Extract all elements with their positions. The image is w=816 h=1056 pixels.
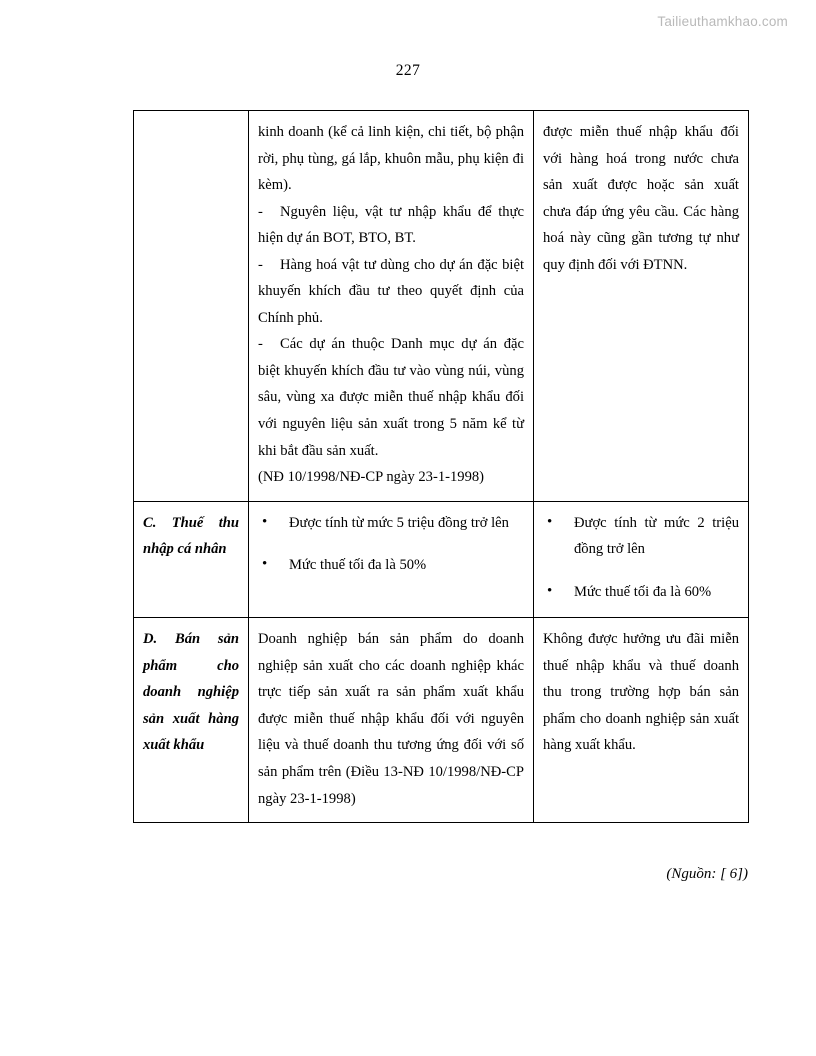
table-row [134,111,749,502]
bullet-list [258,510,524,579]
list-item-text: Được tính từ mức 5 triệu đồng trở lên [289,514,509,531]
paragraph: kinh doanh (kể cả linh kiện, chi tiết, bộ phận rời, phụ tùng, gá lắp, khuôn mẫu, phụ kiện đi kèm). [258,124,524,194]
dash-marker: - [258,336,263,353]
list-item [258,552,524,579]
source-note: (Nguồn: [ 6]) [666,866,748,882]
row-category-cell: D. Bán sản phẩm cho doanh nghiệp sản xuất hàng xuất khẩu [134,618,249,823]
watermark: Tailieuthamkhao.com [657,14,788,29]
row-middle-cell [249,618,534,823]
paragraph: được miễn thuế nhập khẩu đối với hàng hoá trong nước chưa sản xuất được hoặc sản xuất chưa đáp ứng yêu cầu. Các hàng hoá này cũng gần tương tự như quy định đối với ĐTNN. [543,124,739,273]
list-item [258,510,524,537]
page-number: 227 [395,62,421,79]
paragraph: Doanh nghiệp bán sản phẩm do doanh nghiệp sản xuất cho các doanh nghiệp khác trực tiếp sản xuất ra sản phẩm xuất khẩu được miễn thuế nhập khẩu đối với nguyên liệu và thuế doanh thu tương ứng đối với số sản phẩm trên (Điều 13-NĐ 10/1998/NĐ-CP ngày 23-1-1998) [258,631,524,807]
row-right-cell [534,111,749,502]
row-category-cell: C. Thuế thu nhập cá nhân [134,501,249,618]
table-row [134,618,749,823]
dash-item [258,199,524,252]
bullet-list [543,510,739,606]
list-item [543,579,739,606]
table-row [134,501,749,618]
list-item-text: Được tính từ mức 2 triệu đồng trở lên [574,514,739,558]
list-item-text: Mức thuế tối đa là 60% [574,583,712,600]
row-category-cell [134,111,249,502]
row-middle-cell [249,111,534,502]
citation: (NĐ 10/1998/NĐ-CP ngày 23-1-1998) [258,469,485,486]
comparison-table-wrapper [133,110,748,823]
row-right-cell [534,618,749,823]
list-item [543,510,739,563]
dash-item [258,252,524,332]
row-right-cell [534,501,749,618]
dash-item [258,331,524,464]
row-middle-cell [249,501,534,618]
comparison-table [133,110,749,823]
dash-marker: - [258,256,263,273]
paragraph: Không được hưởng ưu đãi miễn thuế nhập khẩu và thuế doanh thu trong trường hợp bán sản phẩm cho doanh nghiệp sản xuất hàng xuất khẩu. [543,631,739,754]
dash-item-text: Các dự án thuộc Danh mục dự án đặc biệt khuyến khích đầu tư vào vùng núi, vùng sâu, vùng xa được miễn thuế nhập khẩu đối với nguyên liệu sản xuất trong 5 năm kể từ khi bắt đầu sản xuất. [258,336,524,459]
dash-item-text: Hàng hoá vật tư dùng cho dự án đặc biệt khuyến khích đầu tư theo quyết định của Chính phủ. [258,256,524,326]
dash-marker: - [258,203,263,220]
dash-item-text: Nguyên liệu, vật tư nhập khẩu để thực hiện dự án BOT, BTO, BT. [258,203,524,247]
list-item-text: Mức thuế tối đa là 50% [289,557,427,574]
